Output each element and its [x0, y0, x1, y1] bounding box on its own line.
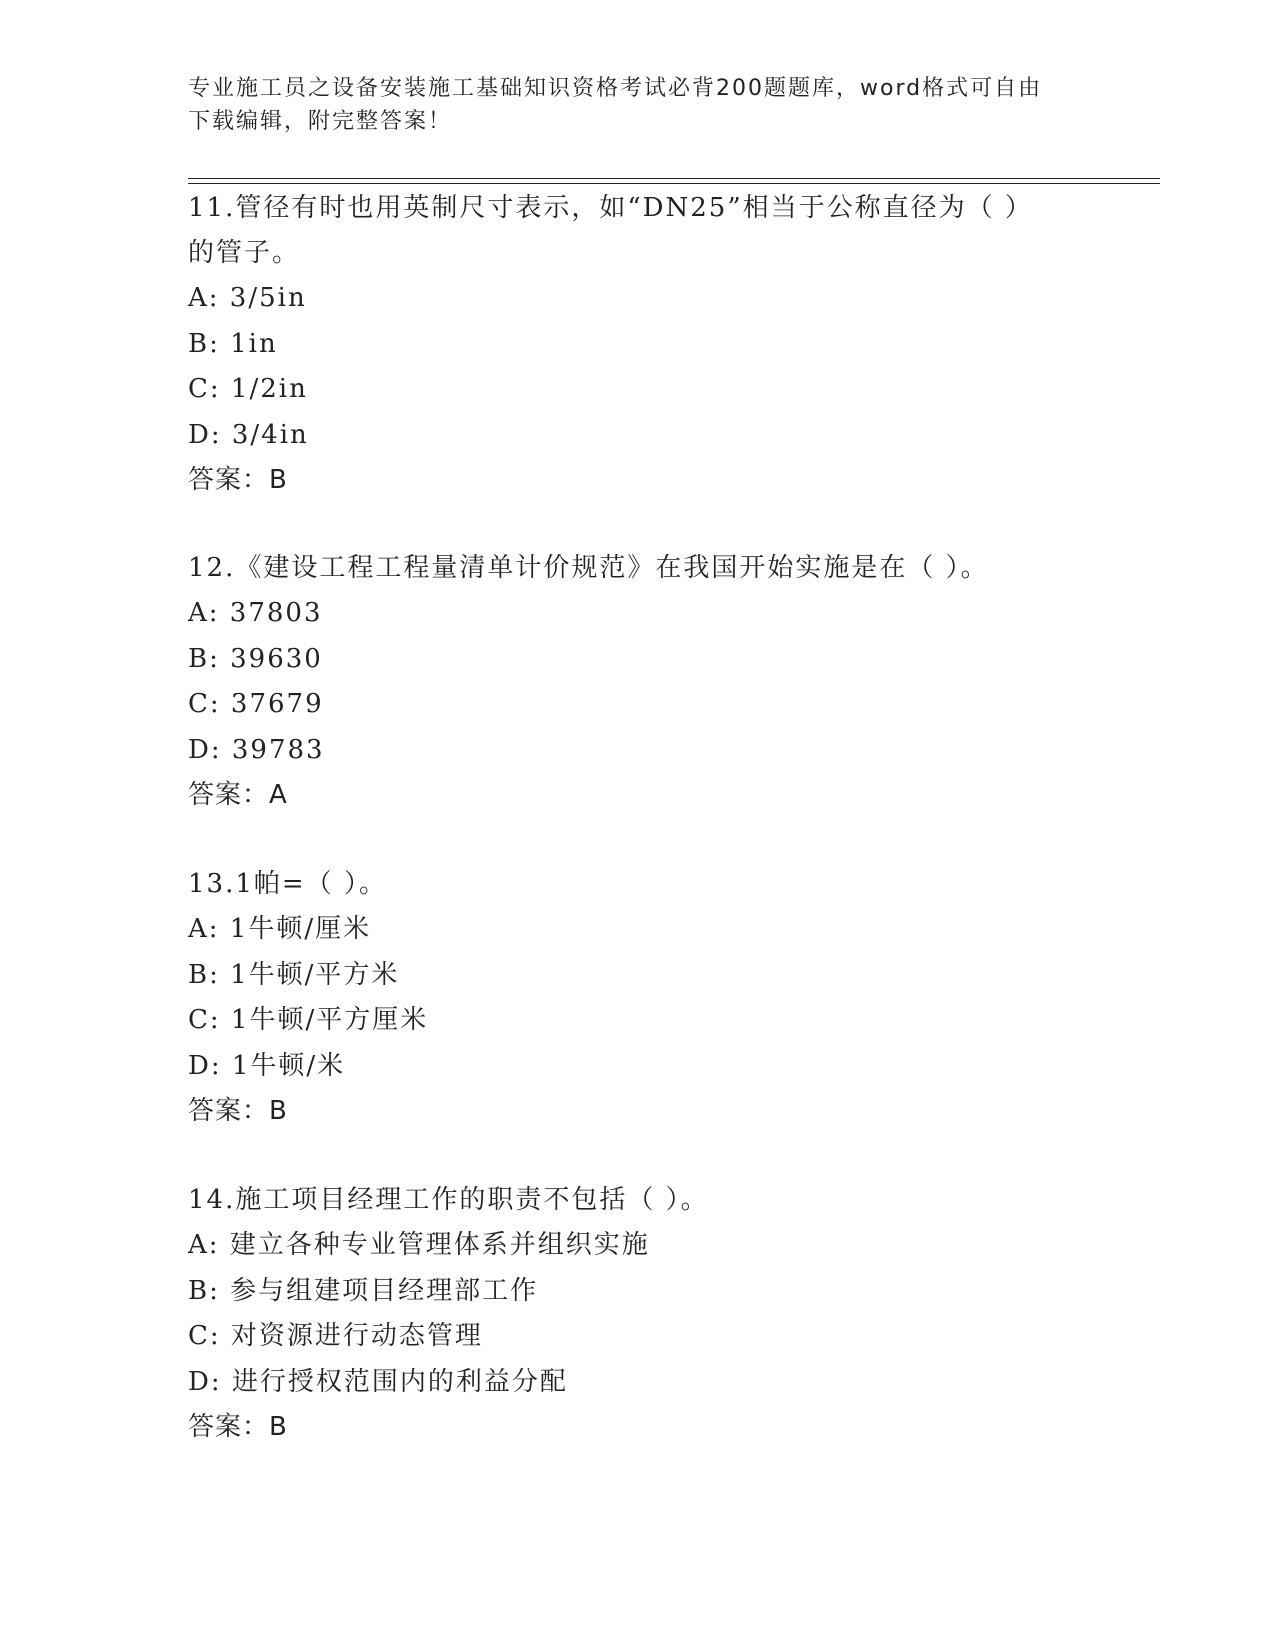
- option-a: A: 建立各种专业管理体系并组织实施: [188, 1230, 650, 1260]
- option-b: B: 1in: [188, 328, 278, 359]
- question-11: [188, 186, 1088, 503]
- option-d: D: 3/4in: [188, 419, 309, 450]
- option-d: D: 进行授权范围内的利益分配: [188, 1366, 568, 1397]
- option-c: C: 1牛顿/平方厘米: [188, 1005, 429, 1035]
- option-b: B: 1牛顿/平方米: [188, 959, 400, 990]
- header-line-1: 专业施工员之设备安装施工基础知识资格考试必背200题题库，word格式可自由: [188, 76, 1043, 101]
- option-c: C: 对资源进行动态管理: [188, 1321, 483, 1351]
- option-b: B: 参与组建项目经理部工作: [188, 1275, 539, 1306]
- question-stem: 13.1帕=（ ）。: [188, 869, 387, 899]
- option-c: C: 1/2in: [188, 374, 308, 404]
- answer-label: 答案：B: [188, 1096, 288, 1126]
- answer-label: 答案：B: [188, 1412, 288, 1442]
- option-b: B: 39630: [188, 643, 323, 674]
- option-a: A: 1牛顿/厘米: [188, 914, 372, 944]
- question-stem: 14.施工项目经理工作的职责不包括（ ）。: [188, 1185, 709, 1215]
- option-d: D: 1牛顿/米: [188, 1050, 346, 1081]
- option-a: A: 37803: [188, 598, 323, 628]
- question-14: [188, 1178, 1088, 1450]
- question-stem: 12.《建设工程工程量清单计价规范》在我国开始实施是在（ ）。: [188, 553, 989, 583]
- answer-label: 答案：A: [188, 780, 288, 810]
- header-line-2: 下载编辑，附完整答案！: [188, 109, 453, 134]
- document-header: [188, 72, 1068, 138]
- header-divider-top: [188, 178, 1160, 179]
- question-12: [188, 546, 1088, 818]
- question-13: [188, 862, 1088, 1134]
- option-d: D: 39783: [188, 734, 325, 765]
- option-a: A: 3/5in: [188, 283, 307, 313]
- header-divider-bottom: [188, 183, 1160, 184]
- answer-label: 答案：B: [188, 465, 288, 495]
- option-c: C: 37679: [188, 689, 324, 719]
- question-stem: 11.管径有时也用英制尺寸表示，如“DN25”相当于公称直径为（ ）的管子。: [188, 193, 1033, 268]
